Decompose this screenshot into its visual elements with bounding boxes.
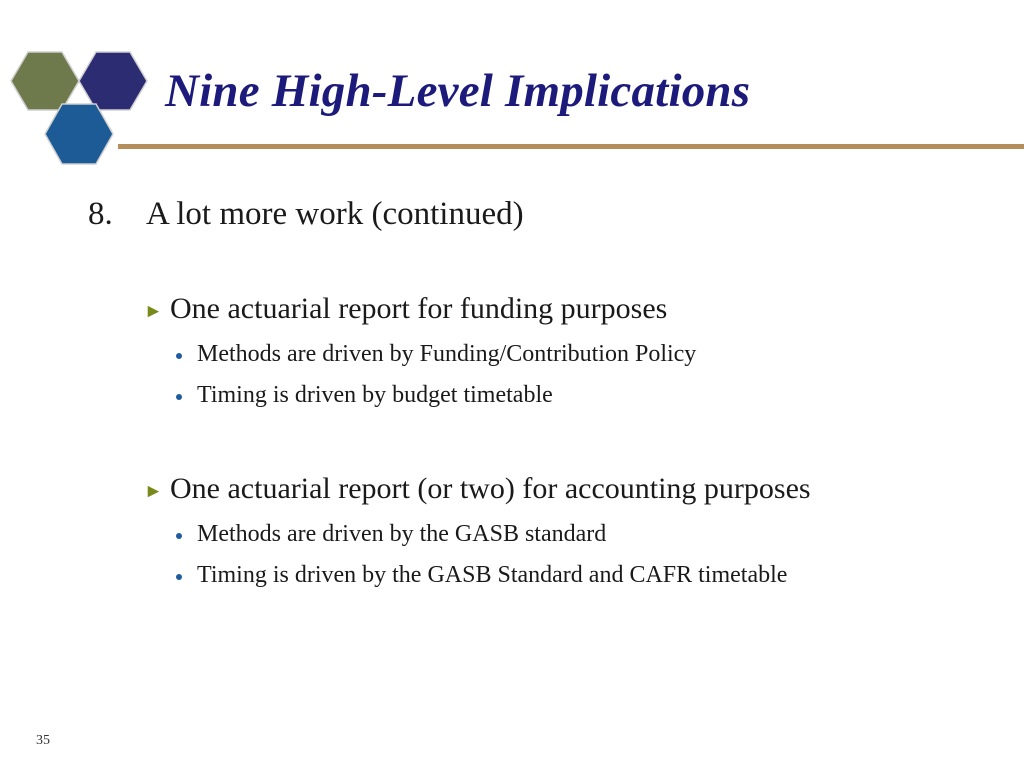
- dot-bullet-icon: [176, 353, 182, 359]
- group-heading: One actuarial report for funding purposes: [170, 292, 668, 325]
- slide-title: Nine High-Level Implications: [165, 65, 751, 117]
- title-divider: [118, 144, 1024, 149]
- blue-hexagon: [45, 104, 113, 164]
- bullet-text: Methods are driven by the GASB standard: [197, 521, 607, 547]
- item-number: 8.: [88, 196, 113, 232]
- dot-bullet-icon: [176, 574, 182, 580]
- arrow-bullet-icon: ►: [144, 481, 163, 502]
- purple-hexagon: [79, 52, 147, 110]
- page-number: 35: [36, 733, 50, 748]
- group-heading: One actuarial report (or two) for accounting purposes: [170, 472, 811, 505]
- olive-hexagon: [11, 52, 79, 110]
- dot-bullet-icon: [176, 533, 182, 539]
- arrow-bullet-icon: ►: [144, 301, 163, 322]
- bullet-text: Methods are driven by Funding/Contribution Policy: [197, 341, 697, 367]
- dot-bullet-icon: [176, 394, 182, 400]
- bullet-text: Timing is driven by budget timetable: [197, 382, 553, 408]
- bullet-text: Timing is driven by the GASB Standard and CAFR timetable: [197, 562, 788, 588]
- item-heading: A lot more work (continued): [146, 196, 524, 232]
